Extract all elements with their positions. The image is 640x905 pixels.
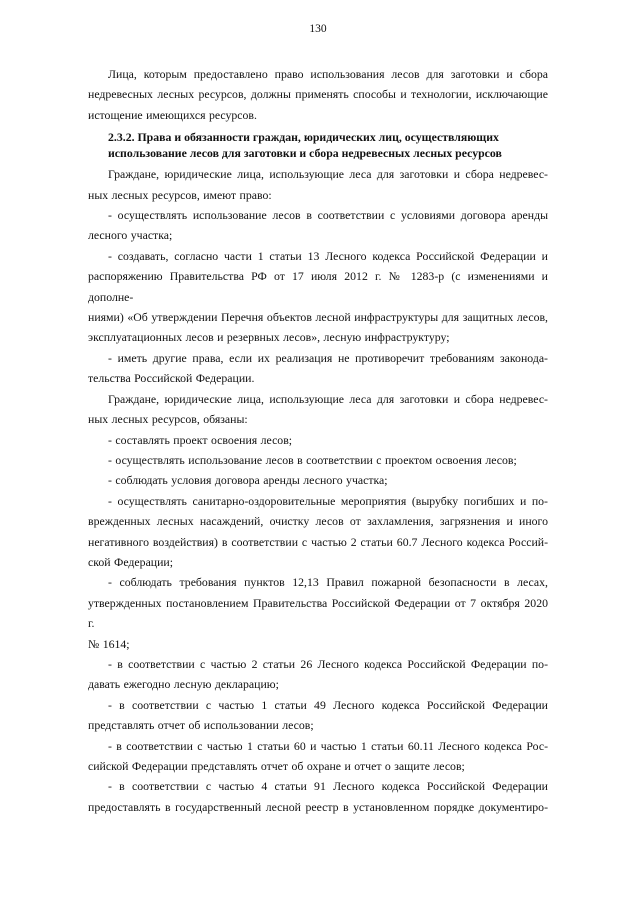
paragraph — [88, 64, 548, 125]
text-line: - в соответствии с частью 1 статьи 60 и частью 1 статьи 60.11 Лесного кодекса Рос- — [108, 738, 548, 753]
text-line: ниями) «Об утверждении Перечня объектов лесной инфраструктуры для защитных лесов, — [88, 310, 548, 325]
text-line: - соблюдать требования пунктов 12,13 Правил пожарной безопасности в лесах, — [108, 575, 548, 590]
paragraph — [88, 470, 548, 490]
text-line: - осуществлять использование лесов в соответствии с условиями договора аренды — [108, 208, 548, 223]
paragraph — [88, 654, 548, 695]
text-line: недревесных лесных ресурсов, должны применять способы и технологии, исключающие — [88, 87, 548, 102]
heading-line: 2.3.2. Права и обязанности граждан, юридических лиц, осуществляющих — [108, 130, 499, 145]
paragraph — [88, 205, 548, 246]
paragraph — [88, 695, 548, 736]
text-line: - в соответствии с частью 4 статьи 91 Лесного кодекса Российской Федерации — [108, 779, 548, 794]
paragraph — [88, 389, 548, 430]
paragraph — [88, 164, 548, 205]
text-line: - соблюдать условия договора аренды лесного участка; — [108, 473, 388, 488]
paragraph — [88, 450, 548, 470]
text-line: - иметь другие права, если их реализация не противоречит требованиям законода- — [108, 350, 548, 365]
paragraph — [88, 776, 548, 817]
text-line: ных лесных ресурсов, имеют право: — [88, 187, 272, 202]
section-heading — [88, 129, 548, 161]
text-line: истощение имеющихся ресурсов. — [88, 107, 257, 122]
document-page — [88, 22, 548, 817]
text-line: лесного участка; — [88, 228, 173, 243]
text-line: Граждане, юридические лица, использующие леса для заготовки и сбора недревес- — [108, 167, 548, 182]
text-line: негативного воздействия) в соответствии с частью 2 статьи 60.7 Лесного кодекса Россий- — [88, 534, 548, 549]
text-line: сийской Федерации представлять отчет об охране и отчет о защите лесов; — [88, 759, 465, 773]
text-line: утвержденных постановлением Правительства Российской Федерации от 7 октября 2020 г. — [88, 595, 548, 631]
document-body — [88, 64, 548, 817]
paragraph — [88, 736, 548, 777]
text-line: Граждане, юридические лица, использующие леса для заготовки и сбора недревес- — [108, 391, 548, 406]
text-line: - в соответствии с частью 2 статьи 26 Лесного кодекса Российской Федерации по- — [108, 656, 548, 671]
paragraph — [88, 348, 548, 389]
paragraph — [88, 491, 548, 573]
text-line: - составлять проект освоения лесов; — [108, 432, 293, 447]
text-line: представлять отчет об использовании лесов; — [88, 718, 314, 733]
text-line: ных лесных ресурсов, обязаны: — [88, 412, 248, 427]
text-line: распоряжению Правительства РФ от 17 июля 2012 г. № 1283-р (с изменениями и дополне- — [88, 269, 548, 304]
text-line: ской Федерации; — [88, 554, 174, 569]
page-number: 130 — [309, 23, 327, 35]
text-line: тельства Российской Федерации. — [88, 371, 255, 386]
paragraph — [88, 430, 548, 450]
text-line: эксплуатационных лесов и резервных лесов», лесную инфраструктуру; — [88, 330, 450, 345]
text-line: врежденных лесных насаждений, очистку лесов от захламления, загрязнения и иного — [88, 514, 548, 529]
text-line: - осуществлять использование лесов в соответствии с проектом освоения лесов; — [108, 452, 517, 467]
text-line: № 1614; — [88, 636, 130, 651]
paragraph — [88, 572, 548, 654]
text-line: - в соответствии с частью 1 статьи 49 Лесного кодекса Российской Федерации — [108, 697, 548, 712]
text-line: Лица, которым предоставлено право использования лесов для заготовки и сбора — [108, 67, 548, 81]
text-line: - создавать, согласно части 1 статьи 13 Лесного кодекса Российской Федерации и — [108, 248, 548, 263]
text-line: предоставлять в государственный лесной реестр в установленном порядке документиро- — [88, 799, 548, 814]
text-line: - осуществлять санитарно-оздоровительные мероприятия (вырубку погибших и по- — [108, 493, 548, 508]
text-line: давать ежегодно лесную декларацию; — [88, 677, 279, 692]
heading-line: использование лесов для заготовки и сбора недревесных лесных ресурсов — [108, 146, 502, 161]
paragraph — [88, 246, 548, 348]
